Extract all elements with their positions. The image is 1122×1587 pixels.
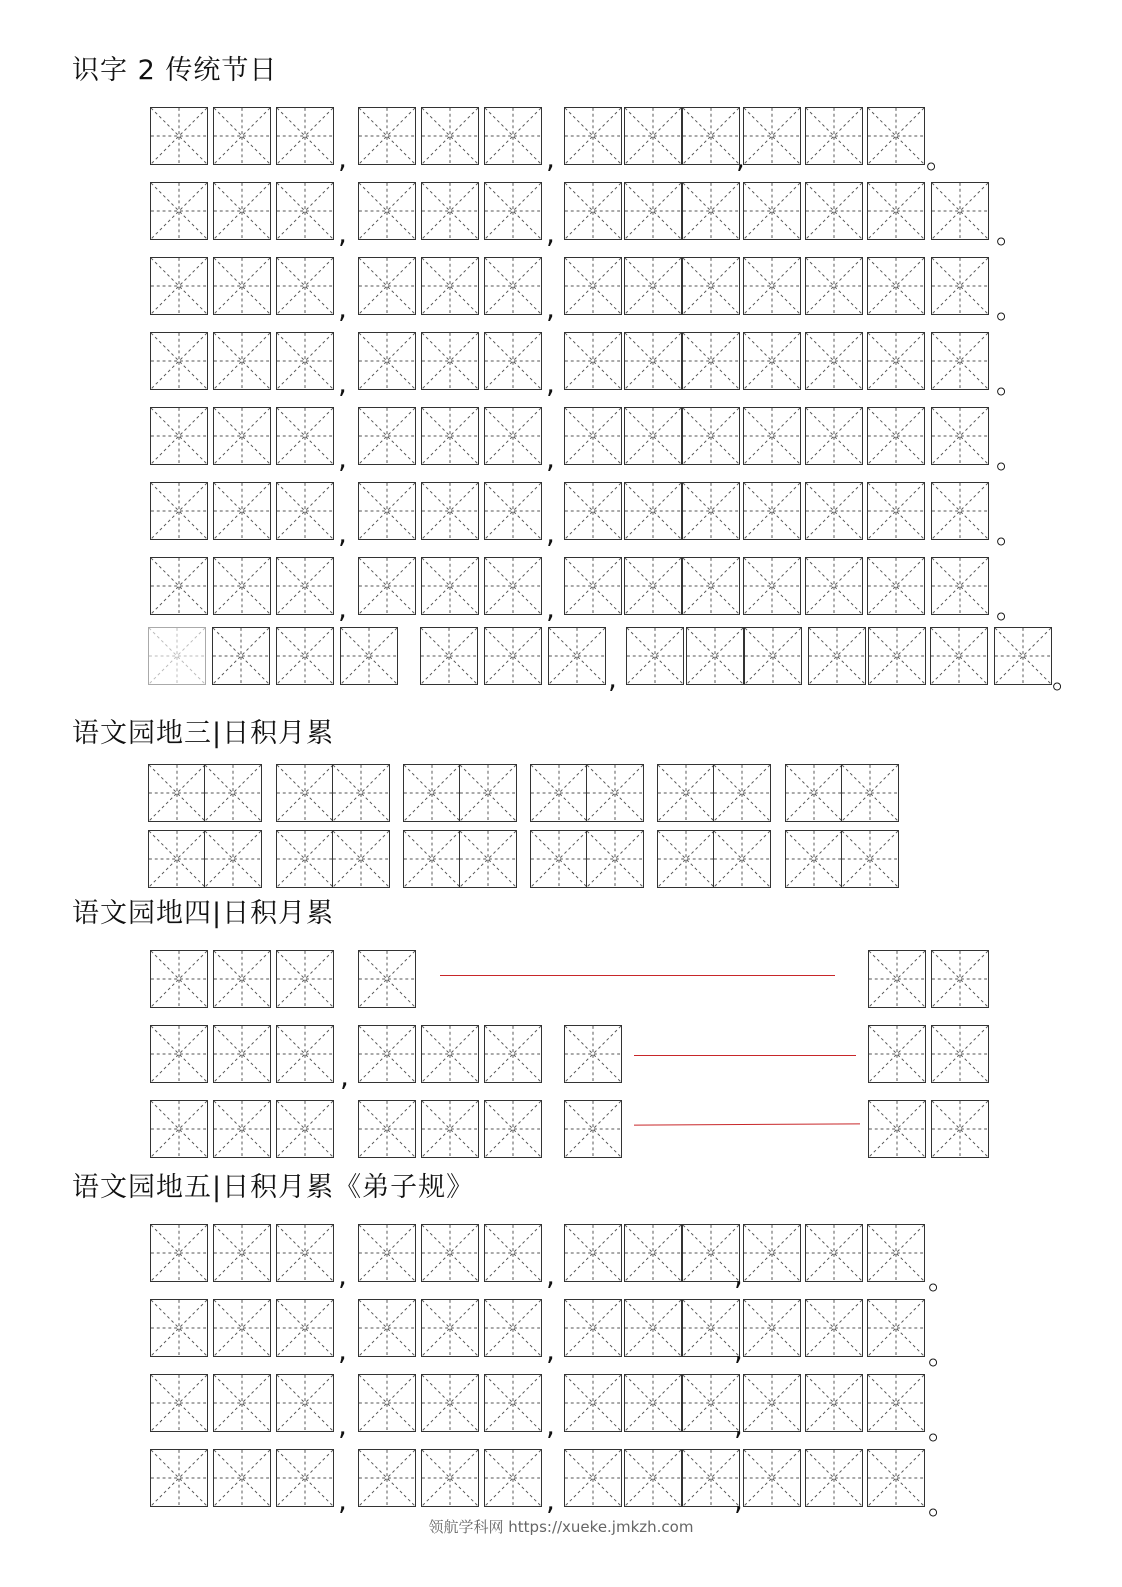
writing-grid-box[interactable] xyxy=(213,950,271,1008)
writing-grid-box[interactable] xyxy=(484,1025,542,1083)
comma-mark: , xyxy=(338,1334,347,1367)
writing-grid-box[interactable] xyxy=(276,1224,334,1282)
writing-grid-box[interactable] xyxy=(867,407,925,465)
comma-mark: , xyxy=(546,517,555,550)
writing-grid-box[interactable] xyxy=(403,764,461,822)
writing-grid-box[interactable] xyxy=(931,182,989,240)
section-title-garden-five: 语文园地五|日积月累《弟子规》 xyxy=(72,1172,475,1203)
writing-grid-box[interactable] xyxy=(657,830,715,888)
comma-mark: , xyxy=(546,142,555,175)
writing-grid-box[interactable] xyxy=(743,482,801,540)
writing-grid-box[interactable] xyxy=(150,257,208,315)
writing-grid-box[interactable] xyxy=(682,407,740,465)
section-title-traditional-festivals: 识字 2 传统节日 xyxy=(72,55,278,86)
writing-grid-box[interactable] xyxy=(868,950,926,1008)
writing-grid-box[interactable] xyxy=(743,107,801,165)
writing-grid-box[interactable] xyxy=(743,557,801,615)
writing-grid-box[interactable] xyxy=(358,1025,416,1083)
writing-grid-box[interactable] xyxy=(213,1100,271,1158)
writing-grid-box[interactable] xyxy=(805,557,863,615)
writing-grid-box[interactable] xyxy=(785,830,843,888)
period-mark: 。 xyxy=(1052,662,1081,695)
writing-grid-box[interactable] xyxy=(276,627,334,685)
comma-mark: , xyxy=(546,292,555,325)
writing-grid-box[interactable] xyxy=(805,1299,863,1357)
writing-grid-box[interactable] xyxy=(931,257,989,315)
writing-grid-box[interactable] xyxy=(682,557,740,615)
writing-grid-box[interactable] xyxy=(624,407,682,465)
writing-grid-box[interactable] xyxy=(682,1299,740,1357)
writing-grid-box[interactable] xyxy=(358,1449,416,1507)
writing-grid-box[interactable] xyxy=(213,1025,271,1083)
writing-grid-box[interactable] xyxy=(867,482,925,540)
writing-grid-box[interactable] xyxy=(484,257,542,315)
comma-mark: , xyxy=(546,1484,555,1517)
writing-grid-box[interactable] xyxy=(213,257,271,315)
writing-grid-box[interactable] xyxy=(358,107,416,165)
writing-grid-box[interactable] xyxy=(484,1100,542,1158)
comma-mark: , xyxy=(338,217,347,250)
writing-grid-box[interactable] xyxy=(682,107,740,165)
comma-mark: , xyxy=(338,367,347,400)
writing-grid-box[interactable] xyxy=(148,627,206,685)
comma-mark: , xyxy=(736,142,745,175)
comma-mark: , xyxy=(546,1259,555,1292)
writing-grid-box[interactable] xyxy=(624,257,682,315)
writing-grid-box[interactable] xyxy=(421,1374,479,1432)
writing-grid-box[interactable] xyxy=(276,830,334,888)
writing-grid-box[interactable] xyxy=(682,1449,740,1507)
writing-grid-box[interactable] xyxy=(867,1449,925,1507)
writing-grid-box[interactable] xyxy=(867,1224,925,1282)
writing-grid-box[interactable] xyxy=(743,1449,801,1507)
writing-grid-box[interactable] xyxy=(421,182,479,240)
writing-grid-box[interactable] xyxy=(867,1374,925,1432)
answer-line xyxy=(634,1123,860,1125)
writing-grid-box[interactable] xyxy=(931,557,989,615)
comma-mark: , xyxy=(338,1259,347,1292)
writing-grid-box[interactable] xyxy=(484,482,542,540)
writing-grid-box[interactable] xyxy=(931,407,989,465)
writing-grid-box[interactable] xyxy=(358,482,416,540)
writing-grid-box[interactable] xyxy=(421,1025,479,1083)
writing-grid-box[interactable] xyxy=(421,557,479,615)
comma-mark: , xyxy=(734,1409,743,1442)
writing-grid-box[interactable] xyxy=(484,182,542,240)
writing-grid-box[interactable] xyxy=(713,830,771,888)
writing-grid-box[interactable] xyxy=(682,1374,740,1432)
period-mark: 。 xyxy=(996,592,1025,625)
comma-mark: , xyxy=(338,1484,347,1517)
writing-grid-box[interactable] xyxy=(624,557,682,615)
period-mark: 。 xyxy=(996,517,1025,550)
period-mark: 。 xyxy=(928,1263,957,1296)
writing-grid-box[interactable] xyxy=(150,482,208,540)
period-mark: 。 xyxy=(996,367,1025,400)
writing-grid-box[interactable] xyxy=(624,1449,682,1507)
writing-grid-box[interactable] xyxy=(682,482,740,540)
writing-grid-box[interactable] xyxy=(564,482,622,540)
answer-line xyxy=(634,1055,856,1056)
writing-grid-box[interactable] xyxy=(743,332,801,390)
writing-grid-box[interactable] xyxy=(564,332,622,390)
writing-grid-box[interactable] xyxy=(421,107,479,165)
writing-grid-box[interactable] xyxy=(564,182,622,240)
writing-grid-box[interactable] xyxy=(713,764,771,822)
writing-grid-box[interactable] xyxy=(484,1374,542,1432)
writing-grid-box[interactable] xyxy=(743,257,801,315)
writing-grid-box[interactable] xyxy=(358,257,416,315)
writing-grid-box[interactable] xyxy=(624,1224,682,1282)
writing-grid-box[interactable] xyxy=(805,1224,863,1282)
writing-grid-box[interactable] xyxy=(805,257,863,315)
writing-grid-box[interactable] xyxy=(340,627,398,685)
writing-grid-box[interactable] xyxy=(743,1224,801,1282)
writing-grid-box[interactable] xyxy=(867,182,925,240)
section-title-garden-three: 语文园地三|日积月累 xyxy=(72,718,335,749)
writing-grid-box[interactable] xyxy=(421,1449,479,1507)
comma-mark: , xyxy=(338,142,347,175)
writing-grid-box[interactable] xyxy=(150,1449,208,1507)
period-mark: 。 xyxy=(928,1338,957,1371)
writing-grid-box[interactable] xyxy=(657,764,715,822)
writing-grid-box[interactable] xyxy=(276,182,334,240)
writing-grid-box[interactable] xyxy=(682,1224,740,1282)
comma-mark: , xyxy=(546,1334,555,1367)
answer-line xyxy=(440,975,835,976)
writing-grid-box[interactable] xyxy=(484,332,542,390)
writing-grid-box[interactable] xyxy=(785,764,843,822)
writing-grid-box[interactable] xyxy=(624,482,682,540)
writing-grid-box[interactable] xyxy=(421,1299,479,1357)
writing-grid-box[interactable] xyxy=(530,764,588,822)
writing-grid-box[interactable] xyxy=(564,107,622,165)
writing-grid-box[interactable] xyxy=(459,764,517,822)
writing-grid-box[interactable] xyxy=(459,830,517,888)
writing-grid-box[interactable] xyxy=(276,107,334,165)
writing-grid-box[interactable] xyxy=(530,830,588,888)
writing-grid-box[interactable] xyxy=(150,1299,208,1357)
writing-grid-box[interactable] xyxy=(586,830,644,888)
writing-grid-box[interactable] xyxy=(841,830,899,888)
writing-grid-box[interactable] xyxy=(564,1299,622,1357)
comma-mark: , xyxy=(546,592,555,625)
period-mark: 。 xyxy=(996,292,1025,325)
footer-watermark: 领航学科网 https://xueke.jmkzh.com xyxy=(428,1518,694,1536)
comma-mark: , xyxy=(608,662,617,695)
writing-grid-box[interactable] xyxy=(421,1100,479,1158)
writing-grid-box[interactable] xyxy=(484,1224,542,1282)
writing-grid-box[interactable] xyxy=(150,182,208,240)
writing-grid-box[interactable] xyxy=(276,407,334,465)
writing-grid-box[interactable] xyxy=(867,107,925,165)
writing-grid-box[interactable] xyxy=(931,332,989,390)
writing-grid-box[interactable] xyxy=(150,107,208,165)
comma-mark: , xyxy=(546,217,555,250)
writing-grid-box[interactable] xyxy=(150,1100,208,1158)
writing-grid-box[interactable] xyxy=(868,1100,926,1158)
comma-mark: , xyxy=(338,517,347,550)
writing-grid-box[interactable] xyxy=(564,257,622,315)
writing-grid-box[interactable] xyxy=(931,482,989,540)
writing-grid-box[interactable] xyxy=(213,332,271,390)
writing-grid-box[interactable] xyxy=(358,950,416,1008)
writing-grid-box[interactable] xyxy=(276,257,334,315)
writing-grid-box[interactable] xyxy=(868,627,926,685)
writing-grid-box[interactable] xyxy=(421,407,479,465)
writing-grid-box[interactable] xyxy=(150,1224,208,1282)
writing-grid-box[interactable] xyxy=(150,407,208,465)
writing-grid-box[interactable] xyxy=(213,407,271,465)
writing-grid-box[interactable] xyxy=(564,1374,622,1432)
writing-grid-box[interactable] xyxy=(276,1299,334,1357)
comma-mark: , xyxy=(546,442,555,475)
writing-grid-box[interactable] xyxy=(332,764,390,822)
writing-grid-box[interactable] xyxy=(276,1100,334,1158)
writing-grid-box[interactable] xyxy=(626,627,684,685)
writing-grid-box[interactable] xyxy=(682,332,740,390)
writing-grid-box[interactable] xyxy=(276,557,334,615)
comma-mark: , xyxy=(340,1060,349,1093)
period-mark: 。 xyxy=(996,217,1025,250)
writing-grid-box[interactable] xyxy=(931,950,989,1008)
writing-grid-box[interactable] xyxy=(484,407,542,465)
writing-grid-box[interactable] xyxy=(805,107,863,165)
writing-grid-box[interactable] xyxy=(148,830,206,888)
writing-grid-box[interactable] xyxy=(624,1374,682,1432)
writing-grid-box[interactable] xyxy=(744,627,802,685)
writing-grid-box[interactable] xyxy=(805,182,863,240)
period-mark: 。 xyxy=(926,142,955,175)
writing-grid-box[interactable] xyxy=(624,182,682,240)
writing-grid-box[interactable] xyxy=(867,1299,925,1357)
writing-grid-box[interactable] xyxy=(564,1025,622,1083)
writing-grid-box[interactable] xyxy=(358,407,416,465)
writing-grid-box[interactable] xyxy=(358,332,416,390)
writing-grid-box[interactable] xyxy=(150,950,208,1008)
writing-grid-box[interactable] xyxy=(548,627,606,685)
period-mark: 。 xyxy=(996,442,1025,475)
writing-grid-box[interactable] xyxy=(213,557,271,615)
writing-grid-box[interactable] xyxy=(276,482,334,540)
comma-mark: , xyxy=(338,592,347,625)
comma-mark: , xyxy=(338,442,347,475)
writing-grid-box[interactable] xyxy=(564,557,622,615)
writing-grid-box[interactable] xyxy=(743,1374,801,1432)
writing-grid-box[interactable] xyxy=(358,1100,416,1158)
writing-grid-box[interactable] xyxy=(276,950,334,1008)
writing-grid-box[interactable] xyxy=(358,182,416,240)
writing-grid-box[interactable] xyxy=(805,1374,863,1432)
writing-grid-box[interactable] xyxy=(276,764,334,822)
writing-grid-box[interactable] xyxy=(867,557,925,615)
writing-grid-box[interactable] xyxy=(204,764,262,822)
period-mark: 。 xyxy=(928,1413,957,1446)
writing-grid-box[interactable] xyxy=(358,557,416,615)
writing-grid-box[interactable] xyxy=(148,764,206,822)
writing-grid-box[interactable] xyxy=(484,557,542,615)
writing-grid-box[interactable] xyxy=(421,257,479,315)
writing-grid-box[interactable] xyxy=(420,627,478,685)
period-mark: 。 xyxy=(928,1488,957,1521)
comma-mark: , xyxy=(734,1259,743,1292)
comma-mark: , xyxy=(338,292,347,325)
writing-grid-box[interactable] xyxy=(204,830,262,888)
writing-grid-box[interactable] xyxy=(276,1025,334,1083)
writing-grid-box[interactable] xyxy=(484,1449,542,1507)
writing-grid-box[interactable] xyxy=(564,1449,622,1507)
writing-grid-box[interactable] xyxy=(150,1374,208,1432)
writing-grid-box[interactable] xyxy=(213,1449,271,1507)
writing-grid-box[interactable] xyxy=(213,1299,271,1357)
section-title-garden-four: 语文园地四|日积月累 xyxy=(72,898,335,929)
writing-grid-box[interactable] xyxy=(564,1100,622,1158)
writing-grid-box[interactable] xyxy=(564,407,622,465)
writing-grid-box[interactable] xyxy=(805,407,863,465)
writing-grid-box[interactable] xyxy=(624,332,682,390)
writing-grid-box[interactable] xyxy=(743,1299,801,1357)
writing-grid-box[interactable] xyxy=(358,1224,416,1282)
writing-grid-box[interactable] xyxy=(358,1374,416,1432)
writing-grid-box[interactable] xyxy=(276,332,334,390)
writing-grid-box[interactable] xyxy=(805,332,863,390)
comma-mark: , xyxy=(734,1334,743,1367)
writing-grid-box[interactable] xyxy=(484,627,542,685)
writing-grid-box[interactable] xyxy=(805,482,863,540)
writing-grid-box[interactable] xyxy=(213,1224,271,1282)
writing-grid-box[interactable] xyxy=(212,627,270,685)
writing-grid-box[interactable] xyxy=(743,182,801,240)
comma-mark: , xyxy=(546,1409,555,1442)
writing-grid-box[interactable] xyxy=(421,332,479,390)
writing-grid-box[interactable] xyxy=(624,1299,682,1357)
writing-grid-box[interactable] xyxy=(276,1374,334,1432)
writing-grid-box[interactable] xyxy=(867,257,925,315)
writing-grid-box[interactable] xyxy=(213,107,271,165)
writing-grid-box[interactable] xyxy=(564,1224,622,1282)
writing-grid-box[interactable] xyxy=(841,764,899,822)
writing-grid-box[interactable] xyxy=(150,1025,208,1083)
comma-mark: , xyxy=(338,1409,347,1442)
writing-grid-box[interactable] xyxy=(586,764,644,822)
writing-grid-box[interactable] xyxy=(868,1025,926,1083)
writing-grid-box[interactable] xyxy=(421,1224,479,1282)
writing-grid-box[interactable] xyxy=(332,830,390,888)
writing-grid-box[interactable] xyxy=(403,830,461,888)
writing-grid-box[interactable] xyxy=(808,627,866,685)
writing-grid-box[interactable] xyxy=(358,1299,416,1357)
writing-grid-box[interactable] xyxy=(213,182,271,240)
writing-grid-box[interactable] xyxy=(743,407,801,465)
writing-grid-box[interactable] xyxy=(682,182,740,240)
writing-grid-box[interactable] xyxy=(686,627,744,685)
writing-grid-box[interactable] xyxy=(931,1100,989,1158)
writing-grid-box[interactable] xyxy=(930,627,988,685)
writing-grid-box[interactable] xyxy=(805,1449,863,1507)
writing-grid-box[interactable] xyxy=(994,627,1052,685)
writing-grid-box[interactable] xyxy=(150,557,208,615)
writing-grid-box[interactable] xyxy=(421,482,479,540)
writing-grid-box[interactable] xyxy=(213,1374,271,1432)
comma-mark: , xyxy=(734,1484,743,1517)
writing-grid-box[interactable] xyxy=(213,482,271,540)
writing-grid-box[interactable] xyxy=(867,332,925,390)
comma-mark: , xyxy=(546,367,555,400)
writing-grid-box[interactable] xyxy=(276,1449,334,1507)
writing-grid-box[interactable] xyxy=(624,107,682,165)
writing-grid-box[interactable] xyxy=(931,1025,989,1083)
writing-grid-box[interactable] xyxy=(484,1299,542,1357)
writing-grid-box[interactable] xyxy=(150,332,208,390)
writing-grid-box[interactable] xyxy=(682,257,740,315)
writing-grid-box[interactable] xyxy=(484,107,542,165)
